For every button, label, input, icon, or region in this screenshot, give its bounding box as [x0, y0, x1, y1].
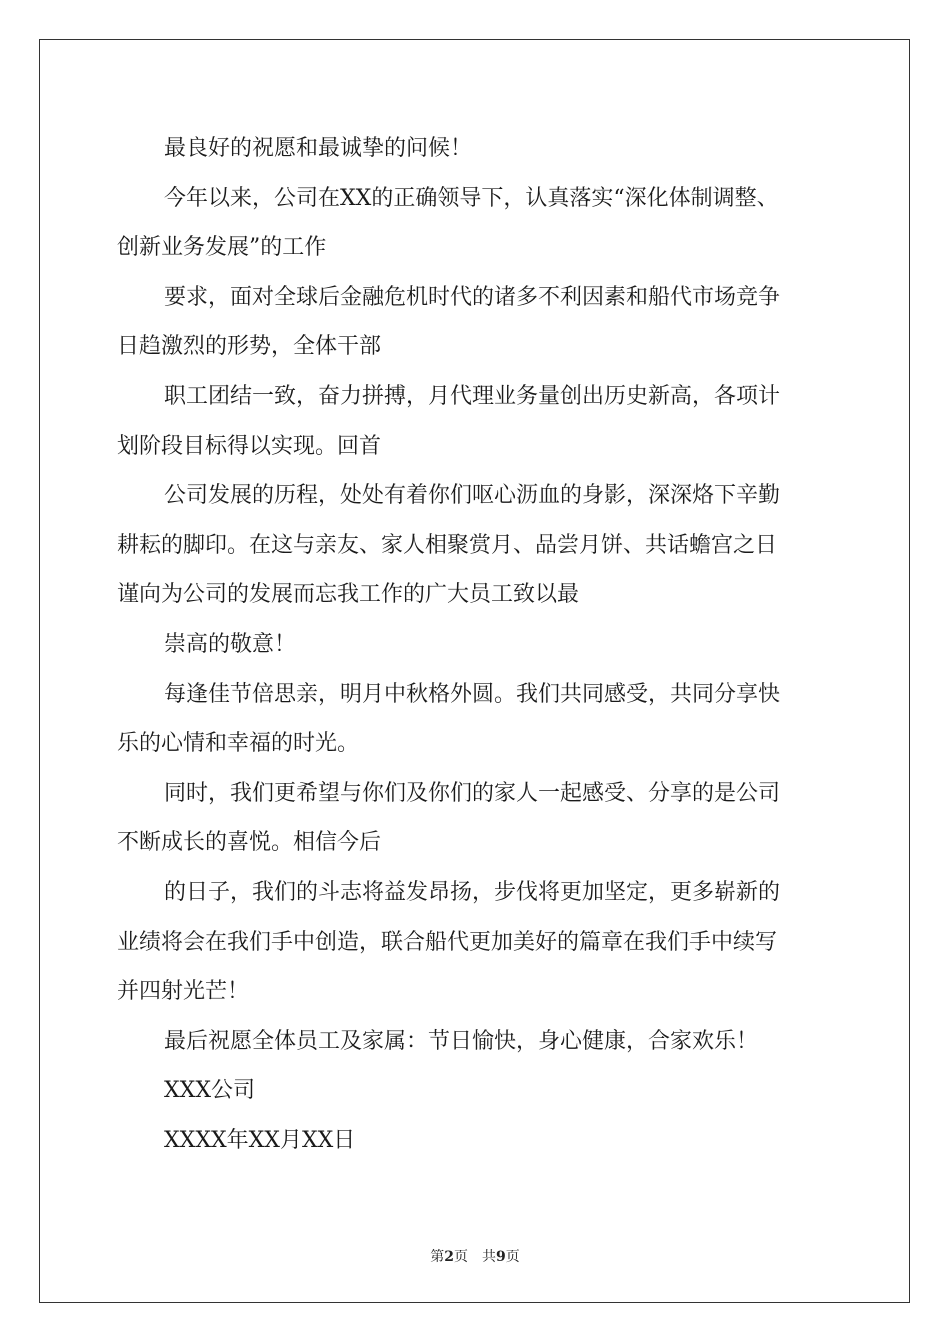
body-line: 创新业务发展”的工作 [117, 235, 327, 261]
total-prefix: 共 [482, 1249, 496, 1265]
signature-company: XXX公司 [164, 1078, 255, 1104]
body-line: 划阶段目标得以实现。回首 [117, 433, 382, 459]
page-number: 2 [444, 1249, 454, 1265]
body-line: 的日子，我们的斗志将益发昂扬，步伐将更加坚定，更多崭新的 [164, 879, 781, 905]
page-footer [0, 1246, 950, 1266]
total-suffix: 页 [505, 1249, 520, 1265]
body-line: 公司发展的历程，处处有着你们呕心沥血的身影，深深烙下辛勤 [164, 483, 781, 509]
body-line: 每逢佳节倍思亲，明月中秋格外圆。我们共同感受，共同分享快 [164, 681, 781, 707]
page-suffix: 页 [454, 1249, 468, 1265]
body-line: 同时，我们更希望与你们及你们的家人一起感受、分享的是公司 [164, 780, 781, 806]
body-line: 职工团结一致，奋力拼搏，月代理业务量创出历史新高，各项计 [164, 383, 781, 409]
letter-body [117, 124, 837, 1165]
body-line: 最良好的祝愿和最诚挚的问候！ [164, 136, 473, 161]
body-line: 业绩将会在我们手中创造，联合船代更加美好的篇章在我们手中续写 [117, 929, 778, 955]
signature-date: XXXX年XX月XX日 [164, 1127, 356, 1153]
body-line: 乐的心情和幸福的时光。 [117, 731, 360, 757]
body-line: 日趋激烈的形势，全体干部 [117, 334, 382, 360]
total-pages: 9 [496, 1249, 506, 1265]
body-line: 今年以来，公司在XX的正确领导下，认真落实“深化体制调整、 [164, 185, 779, 211]
closing-wish: 最后祝愿全体员工及家属：节日愉快，身心健康，合家欢乐！ [164, 1028, 759, 1054]
body-line: 要求，面对全球后金融危机时代的诸多不利因素和船代市场竞争 [164, 284, 781, 310]
body-line: 不断成长的喜悦。相信今后 [117, 830, 382, 856]
body-line: 崇高的敬意！ [164, 631, 297, 657]
page-prefix: 第 [430, 1249, 445, 1265]
body-line: 并四射光芒！ [117, 979, 250, 1005]
body-line: 谨向为公司的发展而忘我工作的广大员工致以最 [117, 582, 580, 608]
body-line: 耕耘的脚印。在这与亲友、家人相聚赏月、品尝月饼、共话蟾宫之日 [117, 532, 778, 558]
